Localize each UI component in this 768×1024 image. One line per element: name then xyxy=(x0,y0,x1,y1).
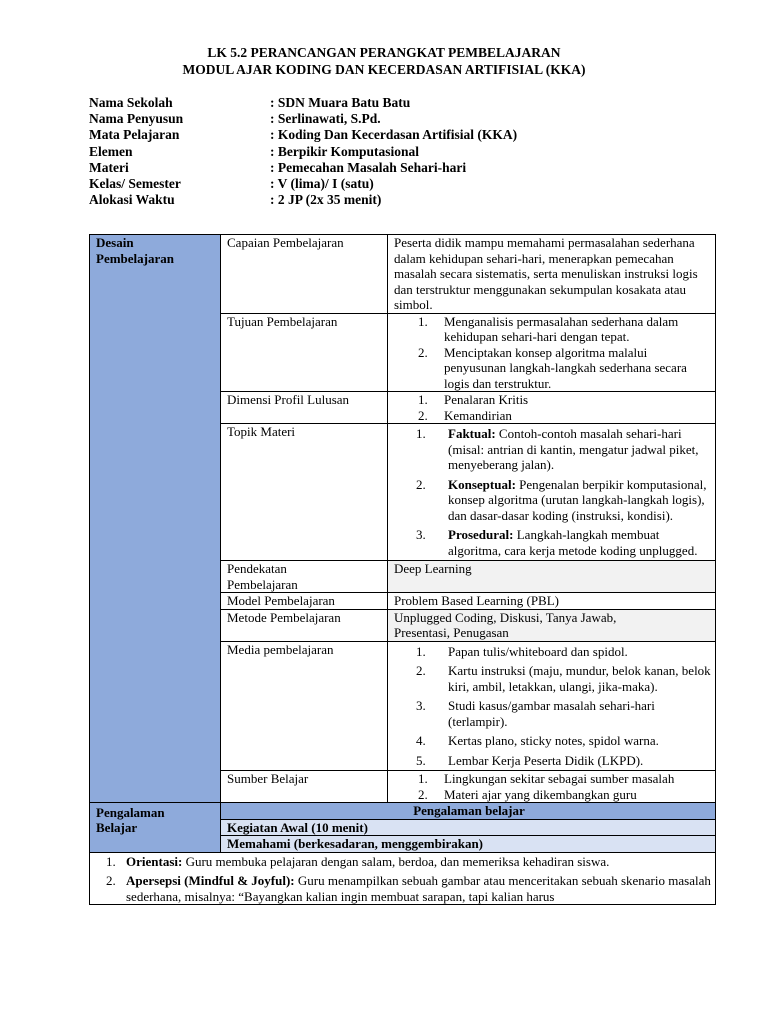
list-number: 5. xyxy=(416,752,426,768)
list-number: 2. xyxy=(416,663,426,678)
list-item-text: Papan tulis/whiteboard dan spidol. xyxy=(448,643,628,659)
identity-value: : 2 JP (2x 35 menit) xyxy=(270,192,382,208)
list-item xyxy=(394,698,711,729)
side-pengalaman-belajar: Pengalaman Belajar xyxy=(90,803,221,853)
list-item-text: Studi kasus/gambar masalah sehari-hari (terlampir). xyxy=(448,698,655,729)
tujuan-cell xyxy=(388,313,716,392)
capaian-text: Peserta didik mampu memahami permasalahan sederhana dalam kehidupan sehari-hari, menerapkan pemecahan masalah secara sistematis, serta menuliskan instruksi logis dan terstruktur menggunakan sekumpulan kosakata atau simbol. xyxy=(388,235,716,314)
identity-value: : Serlinawati, S.Pd. xyxy=(270,111,381,127)
topik-list xyxy=(394,426,711,558)
list-item-heading: Konseptual: xyxy=(448,476,516,492)
topik-cell xyxy=(388,424,716,561)
pendekatan-label: Pendekatan Pembelajaran xyxy=(221,561,388,593)
list-item-text: Lingkungan sekitar sebagai sumber masalah xyxy=(444,771,675,786)
list-item-text: Penalaran Kritis xyxy=(444,392,529,407)
list-item xyxy=(394,787,711,803)
pengalaman-header: Pengalaman belajar xyxy=(221,803,716,820)
list-number: 3. xyxy=(416,698,426,713)
list-item-heading: Faktual: xyxy=(448,426,496,441)
activities-list xyxy=(96,854,711,905)
list-item xyxy=(394,392,711,408)
list-item-heading: Orientasi: xyxy=(126,853,183,869)
list-item-text: Lembar Kerja Peserta Didik (LKPD). xyxy=(448,752,644,768)
list-number: 2. xyxy=(106,873,116,888)
list-item-text: Kemandirian xyxy=(444,407,512,423)
identity-label: Materi xyxy=(89,159,129,175)
list-number: 4. xyxy=(416,733,426,748)
list-item xyxy=(394,408,711,424)
identity-label: Mata Pelajaran xyxy=(89,127,180,143)
list-item-text: Kertas plano, sticky notes, spidol warna. xyxy=(448,733,659,748)
dimensi-list xyxy=(394,392,711,423)
list-item xyxy=(394,771,711,787)
memahami-row: Memahami (berkesadaran, menggembirakan) xyxy=(221,836,716,853)
list-item xyxy=(96,854,711,870)
identity-label: Elemen xyxy=(89,143,133,159)
identity-label: Kelas/ Semester xyxy=(89,175,181,191)
activities-cell xyxy=(90,852,716,905)
list-item-heading: Apersepsi (Mindful & Joyful): xyxy=(126,873,295,888)
media-cell xyxy=(388,641,716,771)
tujuan-list xyxy=(394,314,711,392)
list-item-text: Guru membuka pelajaran dengan salam, berdoa, dan memeriksa kehadiran siswa. xyxy=(182,853,610,869)
learning-experience-table xyxy=(89,802,716,905)
list-number: 2. xyxy=(418,344,428,360)
list-number: 2. xyxy=(418,786,428,802)
media-label: Media pembelajaran xyxy=(221,641,388,771)
list-item-text: Contoh-contoh masalah sehari-hari (misal: antrian di kantin, mengatur jadwal piket, menyeberang jalan). xyxy=(448,426,699,472)
dimensi-label: Dimensi Profil Lulusan xyxy=(221,392,388,424)
sumber-cell xyxy=(388,771,716,803)
document-subtitle: MODUL AJAR KODING DAN KECERDASAN ARTIFISIAL (KKA) xyxy=(182,62,586,77)
identity-value: : V (lima)/ I (satu) xyxy=(270,175,374,191)
list-item xyxy=(394,426,711,473)
list-number: 1. xyxy=(418,313,428,329)
list-item-text: Guru menampilkan sebuah gambar atau menceritakan sebuah skenario masalah sederhana, misalnya: “Bayangkan kalian ingin membuat sarapan, tapi kalian harus xyxy=(126,873,711,904)
list-item-text: Langkah-langkah membuat algoritma, cara kerja metode koding unplugged. xyxy=(448,527,698,558)
document-title: LK 5.2 PERANCANGAN PERANGKAT PEMBELAJARAN xyxy=(207,45,561,60)
list-item xyxy=(394,753,711,769)
list-number: 1. xyxy=(418,392,428,407)
list-number: 2. xyxy=(416,476,426,492)
tujuan-label: Tujuan Pembelajaran xyxy=(221,313,388,392)
identity-value: : Pemecahan Masalah Sehari-hari xyxy=(270,159,467,175)
side-desain-pembelajaran: Desain Pembelajaran xyxy=(90,235,221,803)
identity-value: : Koding Dan Kecerdasan Artifisial (KKA) xyxy=(270,127,518,143)
sumber-label: Sumber Belajar xyxy=(221,771,388,803)
list-item xyxy=(394,733,711,749)
list-number: 2. xyxy=(418,407,428,423)
model-label: Model Pembelajaran xyxy=(221,593,388,610)
metode-value: Unplugged Coding, Diskusi, Tanya Jawab, Presentasi, Penugasan xyxy=(388,609,716,641)
list-item xyxy=(394,314,711,345)
identity-label: Nama Penyusun xyxy=(89,111,184,127)
list-number: 1. xyxy=(418,771,428,786)
topik-label: Topik Materi xyxy=(221,424,388,561)
list-item-heading: Prosedural: xyxy=(448,527,514,542)
list-number: 1. xyxy=(106,853,116,869)
list-item xyxy=(394,345,711,392)
kegiatan-awal: Kegiatan Awal (10 menit) xyxy=(221,819,716,836)
list-number: 1. xyxy=(416,426,426,441)
pendekatan-value: Deep Learning xyxy=(388,561,716,593)
identity-value: : SDN Muara Batu Batu xyxy=(270,95,411,110)
identity-value: : Berpikir Komputasional xyxy=(270,143,420,159)
capaian-label: Capaian Pembelajaran xyxy=(221,235,388,314)
sumber-list xyxy=(394,771,711,802)
list-item-text: Menganalisis permasalahan sederhana dalam kehidupan sehari-hari dengan tepat. xyxy=(444,313,679,344)
identity-label: Alokasi Waktu xyxy=(89,192,175,208)
list-item xyxy=(394,644,711,660)
lesson-design-table xyxy=(89,234,716,803)
metode-label: Metode Pembelajaran xyxy=(221,609,388,641)
identity-label: Nama Sekolah xyxy=(89,95,173,110)
list-number: 1. xyxy=(416,643,426,659)
dimensi-cell xyxy=(388,392,716,424)
list-item xyxy=(394,527,711,558)
list-item-text: Kartu instruksi (maju, mundur, belok kanan, belok kiri, ambil, letakkan, ulangi, jika-maka). xyxy=(448,663,711,694)
media-list xyxy=(394,644,711,769)
list-item-text: Menciptakan konsep algoritma malalui penyusunan langkah-langkah sederhana secara logis dan terstruktur. xyxy=(444,344,687,391)
list-item xyxy=(394,663,711,694)
list-number: 3. xyxy=(416,527,426,542)
list-item xyxy=(96,873,711,904)
list-item-text: Materi ajar yang dikembangkan guru xyxy=(444,786,637,802)
list-item xyxy=(394,477,711,524)
list-item-text: Pengenalan berpikir komputasional, konsep algoritma (urutan langkah-langkah logis), dan dasar-dasar koding (instruksi, kondisi). xyxy=(448,476,707,523)
model-value: Problem Based Learning (PBL) xyxy=(388,593,716,610)
